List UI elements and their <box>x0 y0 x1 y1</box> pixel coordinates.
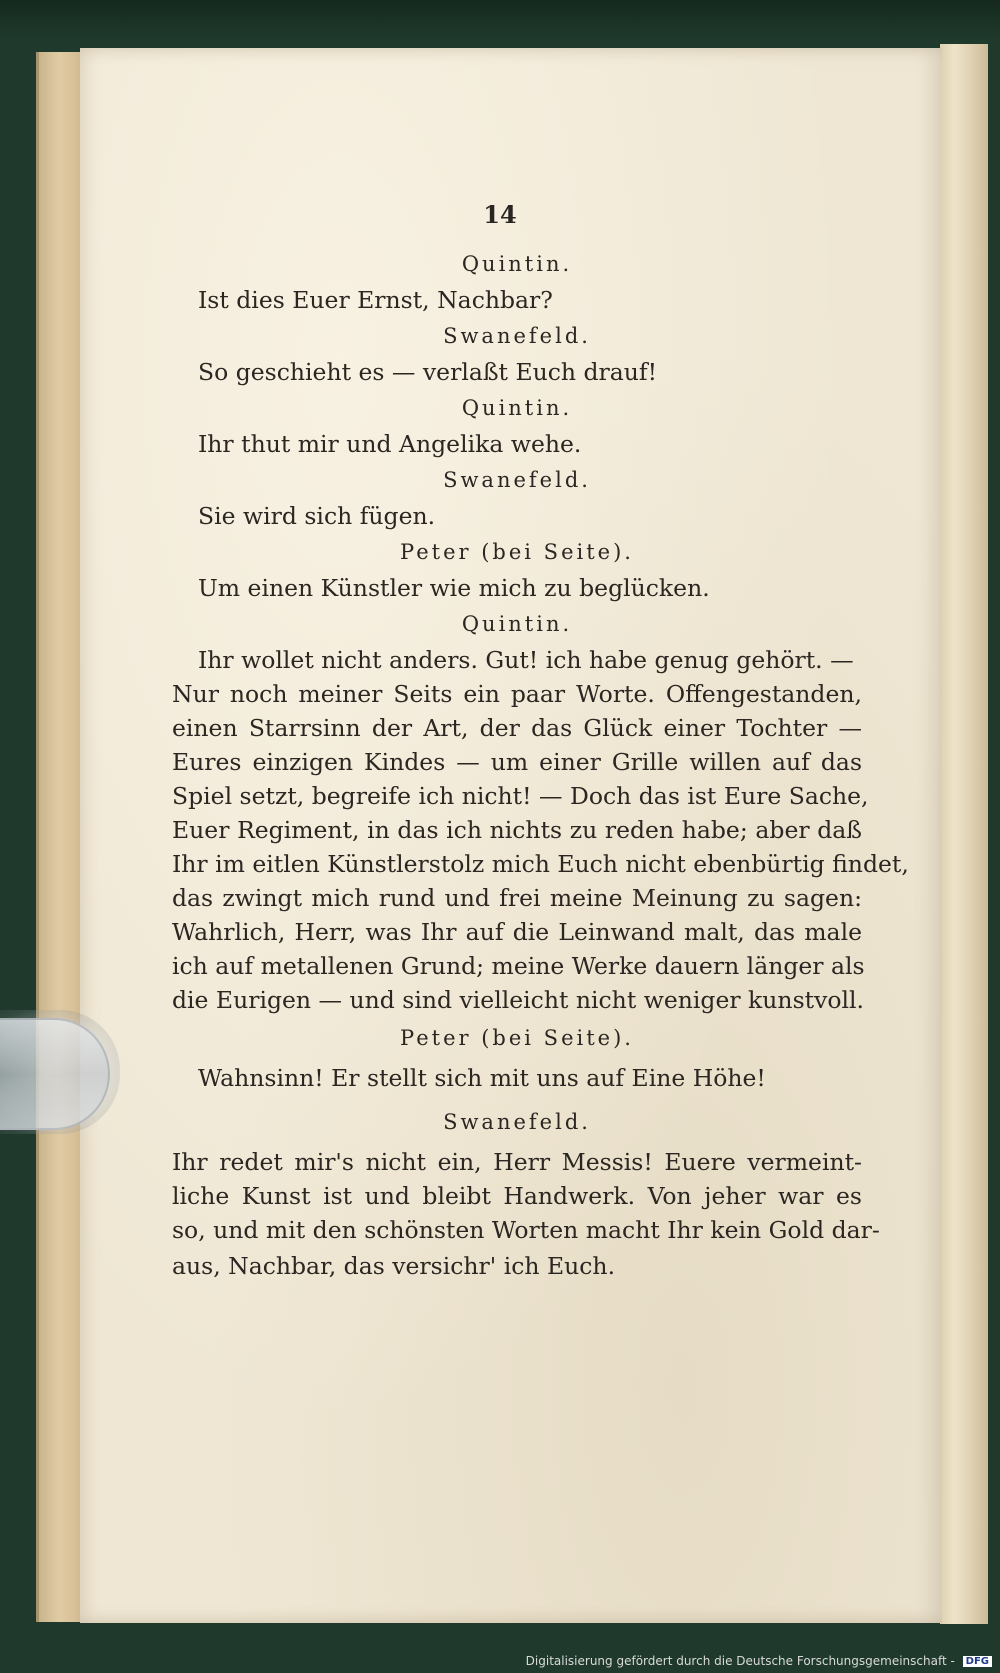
digitization-credit <box>526 1654 992 1668</box>
scan-background <box>0 0 1000 40</box>
text-line: liche Kunst ist und bleibt Handwerk. Von jeher war es <box>172 1182 862 1210</box>
speaker-name: Quintin. <box>461 612 573 636</box>
text-line: Ihr wollet nicht anders. Gut! ich habe genug gehört. — <box>198 646 854 674</box>
text-line: Ihr im eitlen Künstlerstolz mich Euch nicht ebenbürtig findet, <box>172 850 909 878</box>
page-number: 14 <box>483 200 517 229</box>
text-line: so, und mit den schönsten Worten macht Ihr kein Gold dar- <box>172 1216 880 1244</box>
page-clip-icon <box>0 1018 110 1130</box>
text-line: So geschieht es — verlaßt Euch drauf! <box>198 358 658 386</box>
text-line: einen Starrsinn der Art, der das Glück einer Tochter — <box>172 714 862 742</box>
text-line: Nur noch meiner Seits ein paar Worte. Offengestanden, <box>172 680 862 708</box>
speaker-name: Quintin. <box>461 396 573 420</box>
text-line: Sie wird sich fügen. <box>198 502 436 530</box>
speaker-name: Swanefeld. <box>443 324 591 348</box>
speaker-name: Peter (bei Seite). <box>400 540 634 564</box>
credit-text: Digitalisierung gefördert durch die Deutsche Forschungsgemeinschaft - <box>525 1654 955 1668</box>
speaker-name: Swanefeld. <box>443 1110 591 1134</box>
speaker-name: Quintin. <box>461 252 573 276</box>
text-line: Euer Regiment, in das ich nichts zu reden habe; aber daß <box>172 816 862 844</box>
text-line: die Eurigen — und sind vielleicht nicht weniger kunstvoll. <box>172 986 864 1014</box>
text-line: aus, Nachbar, das versichr' ich Euch. <box>172 1252 616 1280</box>
speaker-name: Swanefeld. <box>443 468 591 492</box>
text-line: Eures einzigen Kindes — um einer Grille willen auf das <box>172 748 862 776</box>
text-line: ich auf metallenen Grund; meine Werke dauern länger als <box>172 952 865 980</box>
text-line: Ihr thut mir und Angelika wehe. <box>198 430 582 458</box>
book-right-page-stack <box>940 44 988 1624</box>
text-line: das zwingt mich rund und frei meine Meinung zu sagen: <box>172 884 862 912</box>
dfg-logo: DFG <box>963 1656 992 1667</box>
text-line: Ist dies Euer Ernst, Nachbar? <box>198 286 553 314</box>
text-line: Um einen Künstler wie mich zu beglücken. <box>198 574 710 602</box>
text-line: Spiel setzt, begreife ich nicht! — Doch das ist Eure Sache, <box>172 782 869 810</box>
text-line: Ihr redet mir's nicht ein, Herr Messis! Euere vermeint- <box>172 1148 862 1176</box>
text-line: Wahnsinn! Er stellt sich mit uns auf Eine Höhe! <box>198 1064 766 1092</box>
speaker-name: Peter (bei Seite). <box>400 1026 634 1050</box>
text-line: Wahrlich, Herr, was Ihr auf die Leinwand malt, das male <box>172 918 862 946</box>
